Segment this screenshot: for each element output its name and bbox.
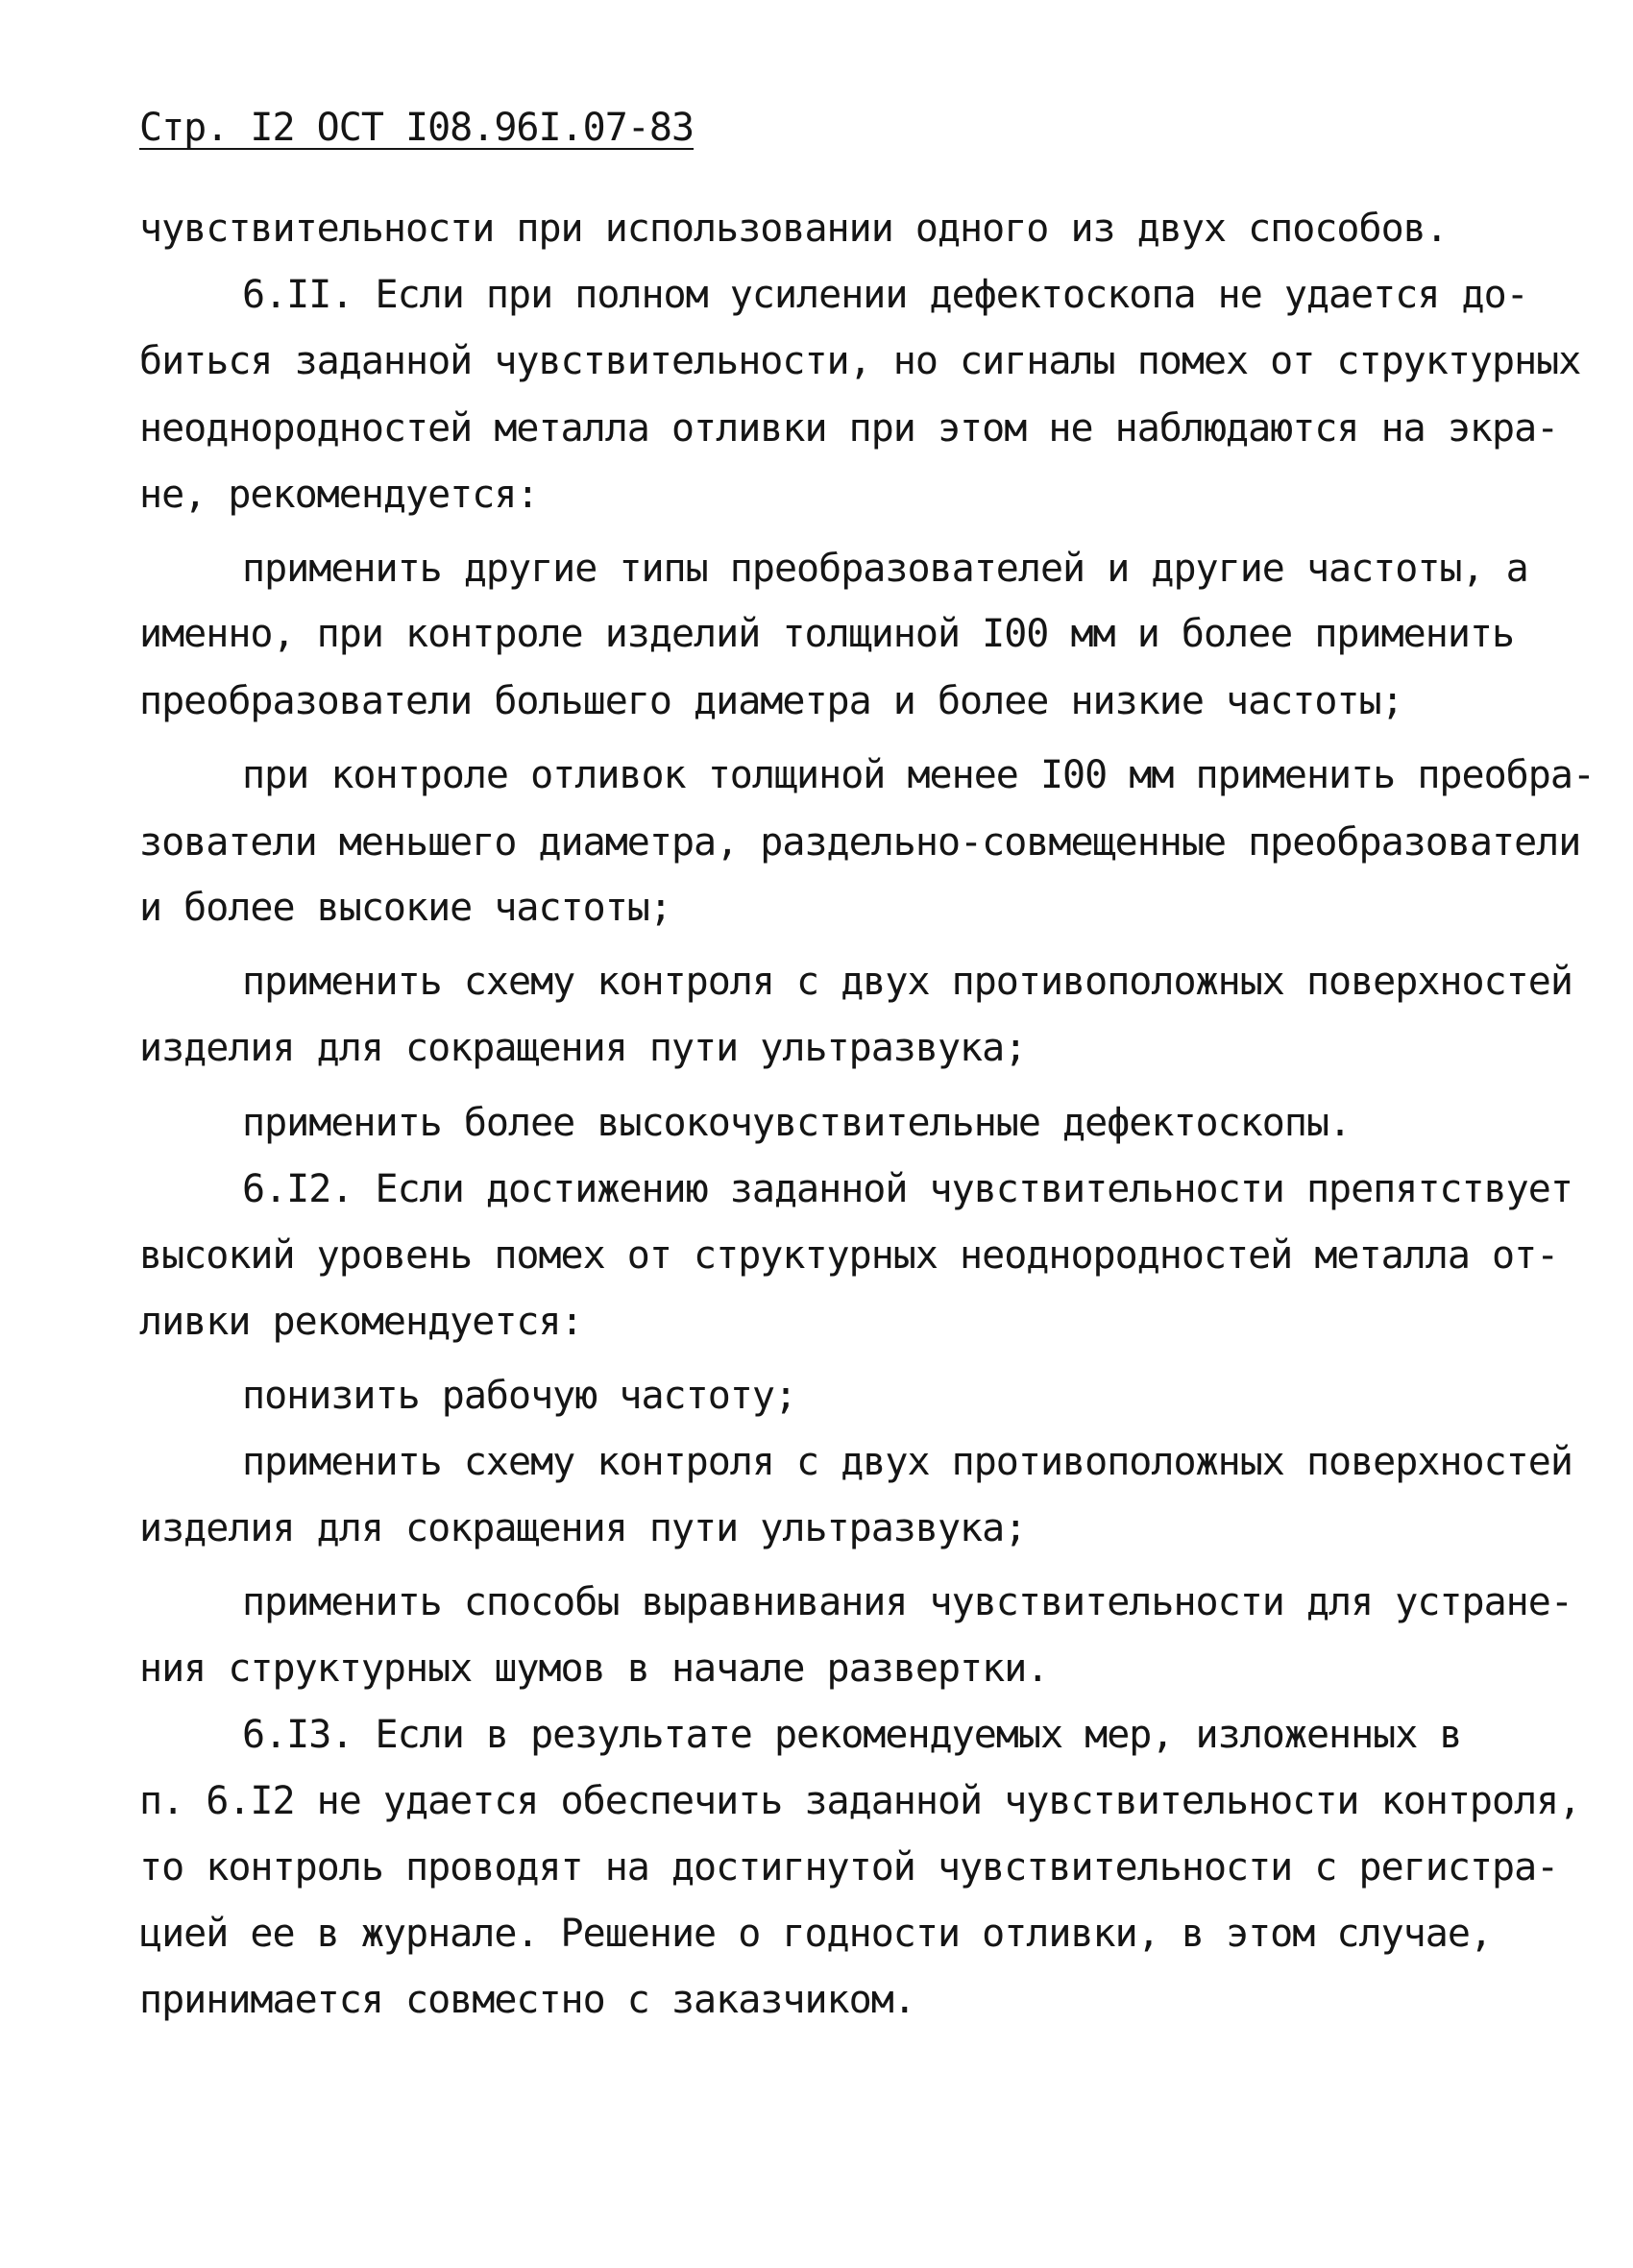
text-line: принимается совместно с заказчиком. bbox=[139, 1978, 915, 2022]
text-line: применить схему контроля с двух противоположных поверхностей bbox=[242, 960, 1572, 1004]
text-line: изделия для сокращения пути ультразвука; bbox=[139, 1026, 1027, 1070]
text-line: ливки рекомендуется: bbox=[139, 1300, 583, 1344]
text-line: 6.I2. Если достижению заданной чувствительности препятствует bbox=[242, 1167, 1572, 1211]
text-line: изделия для сокращения пути ультразвука; bbox=[139, 1506, 1027, 1550]
text-line: п. 6.I2 не удается обеспечить заданной чувствительности контроля, bbox=[139, 1779, 1581, 1823]
text-line: неоднородностей металла отливки при этом не наблюдаются на экра- bbox=[139, 406, 1559, 451]
text-line: 6.II. Если при полном усилении дефектоскопа не удается до- bbox=[242, 273, 1528, 317]
page-header: Стр. I2 ОСТ I08.96I.07-83 bbox=[139, 106, 695, 150]
text-line: применить другие типы преобразователей и другие частоты, а bbox=[242, 547, 1528, 591]
text-line: и более высокие частоты; bbox=[139, 886, 671, 930]
text-line: то контроль проводят на достигнутой чувствительности с регистра- bbox=[139, 1845, 1559, 1890]
text-line: цией ее в журнале. Решение о годности отливки, в этом случае, bbox=[139, 1912, 1493, 1956]
text-line: ния структурных шумов в начале развертки. bbox=[139, 1646, 1049, 1691]
text-line: применить более высокочувствительные дефектоскопы. bbox=[242, 1101, 1352, 1145]
text-line: не, рекомендуется: bbox=[139, 473, 539, 517]
text-line: при контроле отливок толщиной менее I00 мм применить преобра- bbox=[242, 753, 1596, 797]
text-line: 6.I3. Если в результате рекомендуемых мер, изложенных в bbox=[242, 1713, 1462, 1757]
text-line: чувствительности при использовании одного из двух способов. bbox=[139, 207, 1448, 251]
text-line: биться заданной чувствительности, но сигналы помех от структурных bbox=[139, 339, 1581, 383]
text-line: зователи меньшего диаметра, раздельно-совмещенные преобразователи bbox=[139, 820, 1581, 865]
text-line: высокий уровень помех от структурных неоднородностей металла от- bbox=[139, 1233, 1559, 1278]
text-line: преобразователи большего диаметра и более низкие частоты; bbox=[139, 679, 1403, 723]
text-line: именно, при контроле изделий толщиной I00 мм и более применить bbox=[139, 612, 1515, 656]
text-line: понизить рабочую частоту; bbox=[242, 1374, 797, 1418]
text-line: применить способы выравнивания чувствительности для устране- bbox=[242, 1580, 1572, 1624]
text-line: применить схему контроля с двух противоположных поверхностей bbox=[242, 1440, 1572, 1484]
